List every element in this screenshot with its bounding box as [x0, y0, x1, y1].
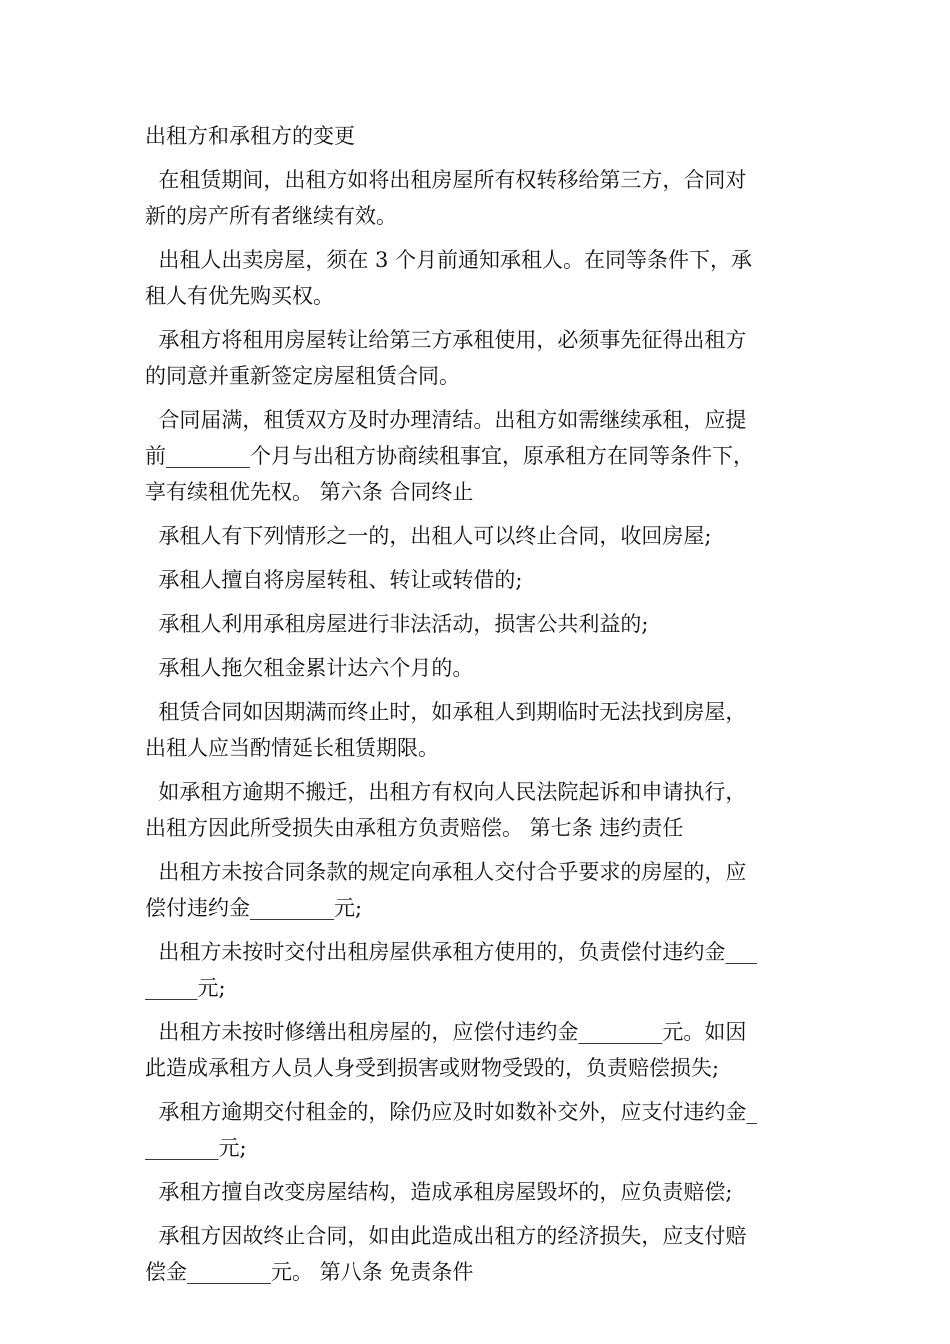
- paragraph: [145, 562, 815, 598]
- paragraph-line: _______元;: [145, 1136, 247, 1160]
- paragraph-line: 出租方因此所受损失由承租方负责赔偿。 第七条 违约责任: [145, 816, 684, 840]
- paragraph: [145, 606, 815, 642]
- paragraph: [145, 162, 815, 234]
- paragraph-list: [145, 162, 815, 1290]
- document-body: [145, 118, 815, 1298]
- paragraph-line: 合同届满，租赁双方及时办理清结。出租方如需继续承租，应提: [145, 408, 747, 432]
- paragraph-line: 的同意并重新签定房屋租赁合同。: [145, 364, 460, 388]
- paragraph-line: 出租方未按合同条款的规定向承租人交付合乎要求的房屋的，应: [145, 860, 747, 884]
- paragraph: [145, 774, 815, 846]
- paragraph-line: 承租人利用承租房屋进行非法活动，损害公共利益的;: [145, 612, 649, 636]
- paragraph: [145, 694, 815, 766]
- paragraph-line: 偿付违约金________元;: [145, 896, 363, 920]
- paragraph-line: 承租人拖欠租金累计达六个月的。: [145, 656, 474, 680]
- paragraph: [145, 242, 815, 314]
- paragraph-line: 承租方将租用房屋转让给第三方承租使用，必须事先征得出租方: [145, 328, 747, 352]
- paragraph-line: 承租方逾期交付租金的，除仍应及时如数补交外，应支付违约金_: [145, 1100, 757, 1124]
- paragraph: [145, 650, 815, 686]
- paragraph-line: 承租人有下列情形之一的，出租人可以终止合同，收回房屋;: [145, 524, 712, 548]
- paragraph: [145, 402, 815, 510]
- paragraph: [145, 1218, 815, 1290]
- paragraph-line: 新的房产所有者继续有效。: [145, 204, 397, 228]
- paragraph-line: _____元;: [145, 976, 226, 1000]
- paragraph: [145, 1094, 815, 1166]
- paragraph-line: 出租人应当酌情延长租赁期限。: [145, 736, 439, 760]
- heading-line: 出租方和承租方的变更: [145, 124, 355, 148]
- paragraph-line: 如承租方逾期不搬迁，出租方有权向人民法院起诉和申请执行，: [145, 780, 747, 804]
- paragraph-line: 出租人出卖房屋，须在 3 个月前通知承租人。在同等条件下，承: [145, 248, 753, 272]
- paragraph-line: 享有续租优先权。 第六条 合同终止: [145, 480, 474, 504]
- paragraph-line: 出租方未按时修缮出租房屋的，应偿付违约金________元。如因: [145, 1020, 747, 1044]
- paragraph: [145, 1174, 815, 1210]
- paragraph-line: 在租赁期间，出租方如将出租房屋所有权转移给第三方，合同对: [145, 168, 747, 192]
- paragraph: [145, 518, 815, 554]
- paragraph: [145, 854, 815, 926]
- paragraph-line: 出租方未按时交付出租房屋供承租方使用的，负责偿付违约金___: [145, 940, 757, 964]
- paragraph: [145, 934, 815, 1006]
- paragraph: [145, 322, 815, 394]
- paragraph-line: 此造成承租方人员人身受到损害或财物受毁的，负责赔偿损失;: [145, 1056, 720, 1080]
- paragraph-line: 租赁合同如因期满而终止时，如承租人到期临时无法找到房屋，: [145, 700, 747, 724]
- paragraph-line: 承租人擅自将房屋转租、转让或转借的;: [145, 568, 523, 592]
- paragraph-line: 租人有优先购买权。: [145, 284, 334, 308]
- section-heading: [145, 118, 815, 154]
- paragraph-line: 偿金________元。 第八条 免责条件: [145, 1260, 474, 1284]
- paragraph-line: 承租方擅自改变房屋结构，造成承租房屋毁坏的，应负责赔偿;: [145, 1180, 733, 1204]
- paragraph-line: 承租方因故终止合同，如由此造成出租方的经济损失，应支付赔: [145, 1224, 747, 1248]
- paragraph-line: 前________个月与出租方协商续租事宜，原承租方在同等条件下，: [145, 444, 754, 468]
- paragraph: [145, 1014, 815, 1086]
